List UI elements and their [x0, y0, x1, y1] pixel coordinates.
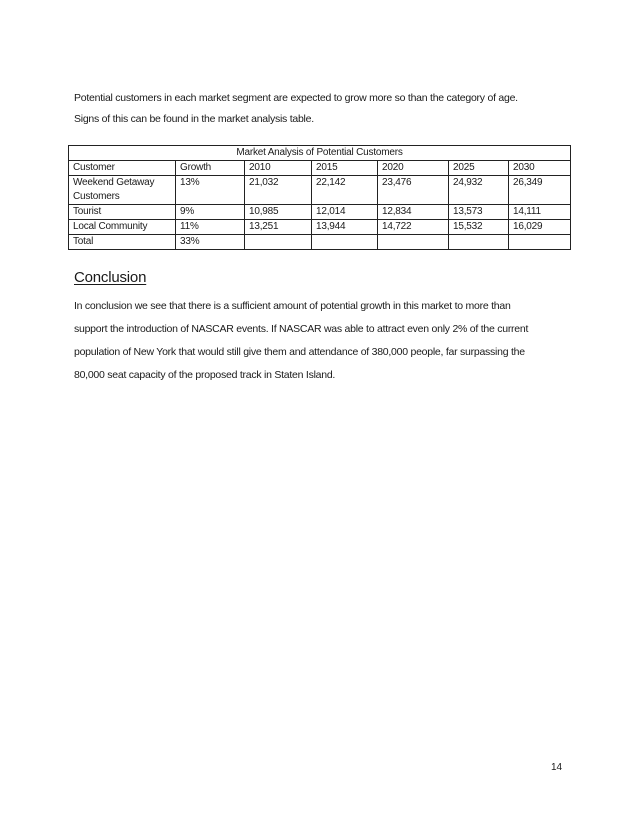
- market-analysis-table: [68, 145, 571, 250]
- conclusion-line-1: In conclusion we see that there is a sufficient amount of potential growth in this market to more than: [74, 300, 511, 312]
- header-2010: 2010: [245, 161, 312, 176]
- table-caption: Market Analysis of Potential Customers: [69, 146, 571, 161]
- cell-2015: 22,142: [312, 176, 378, 205]
- header-2030: 2030: [509, 161, 571, 176]
- table-caption-row: [69, 146, 571, 161]
- cell-customer: Tourist: [69, 205, 176, 220]
- cell-2030: 16,029: [509, 220, 571, 235]
- table-row: [69, 235, 571, 250]
- conclusion-line-2: support the introduction of NASCAR events. If NASCAR was able to attract even only 2% of the current: [74, 323, 529, 335]
- cell-2015: 12,014: [312, 205, 378, 220]
- cell-2010: 21,032: [245, 176, 312, 205]
- table-row: [69, 205, 571, 220]
- cell-2025: 24,932: [449, 176, 509, 205]
- conclusion-line-4: 80,000 seat capacity of the proposed track in Staten Island.: [74, 369, 336, 381]
- cell-customer: Weekend Getaway Customers: [69, 176, 176, 205]
- cell-2010: [245, 235, 312, 250]
- table-header-row: [69, 161, 571, 176]
- cell-customer: Local Community: [69, 220, 176, 235]
- cell-2010: 10,985: [245, 205, 312, 220]
- table-row: [69, 176, 571, 205]
- header-customer: Customer: [69, 161, 176, 176]
- cell-2015: [312, 235, 378, 250]
- cell-2020: 23,476: [378, 176, 449, 205]
- intro-line-1: Potential customers in each market segment are expected to grow more so than the category of age.: [74, 92, 518, 104]
- intro-line-2: Signs of this can be found in the market analysis table.: [74, 113, 314, 125]
- cell-2020: [378, 235, 449, 250]
- cell-2015: 13,944: [312, 220, 378, 235]
- header-2025: 2025: [449, 161, 509, 176]
- cell-growth: 9%: [176, 205, 245, 220]
- cell-2030: [509, 235, 571, 250]
- cell-customer: Total: [69, 235, 176, 250]
- header-growth: Growth: [176, 161, 245, 176]
- conclusion-line-3: population of New York that would still give them and attendance of 380,000 people, far surpassing the: [74, 346, 525, 358]
- cell-growth: 13%: [176, 176, 245, 205]
- cell-2025: [449, 235, 509, 250]
- cell-2030: 26,349: [509, 176, 571, 205]
- cell-growth: 33%: [176, 235, 245, 250]
- table-row: [69, 220, 571, 235]
- cell-2020: 12,834: [378, 205, 449, 220]
- page-number: 14: [551, 762, 563, 773]
- header-2020: 2020: [378, 161, 449, 176]
- cell-2025: 15,532: [449, 220, 509, 235]
- cell-2030: 14,111: [509, 205, 571, 220]
- cell-2010: 13,251: [245, 220, 312, 235]
- cell-2025: 13,573: [449, 205, 509, 220]
- conclusion-heading: Conclusion: [74, 269, 147, 286]
- cell-2020: 14,722: [378, 220, 449, 235]
- cell-growth: 11%: [176, 220, 245, 235]
- header-2015: 2015: [312, 161, 378, 176]
